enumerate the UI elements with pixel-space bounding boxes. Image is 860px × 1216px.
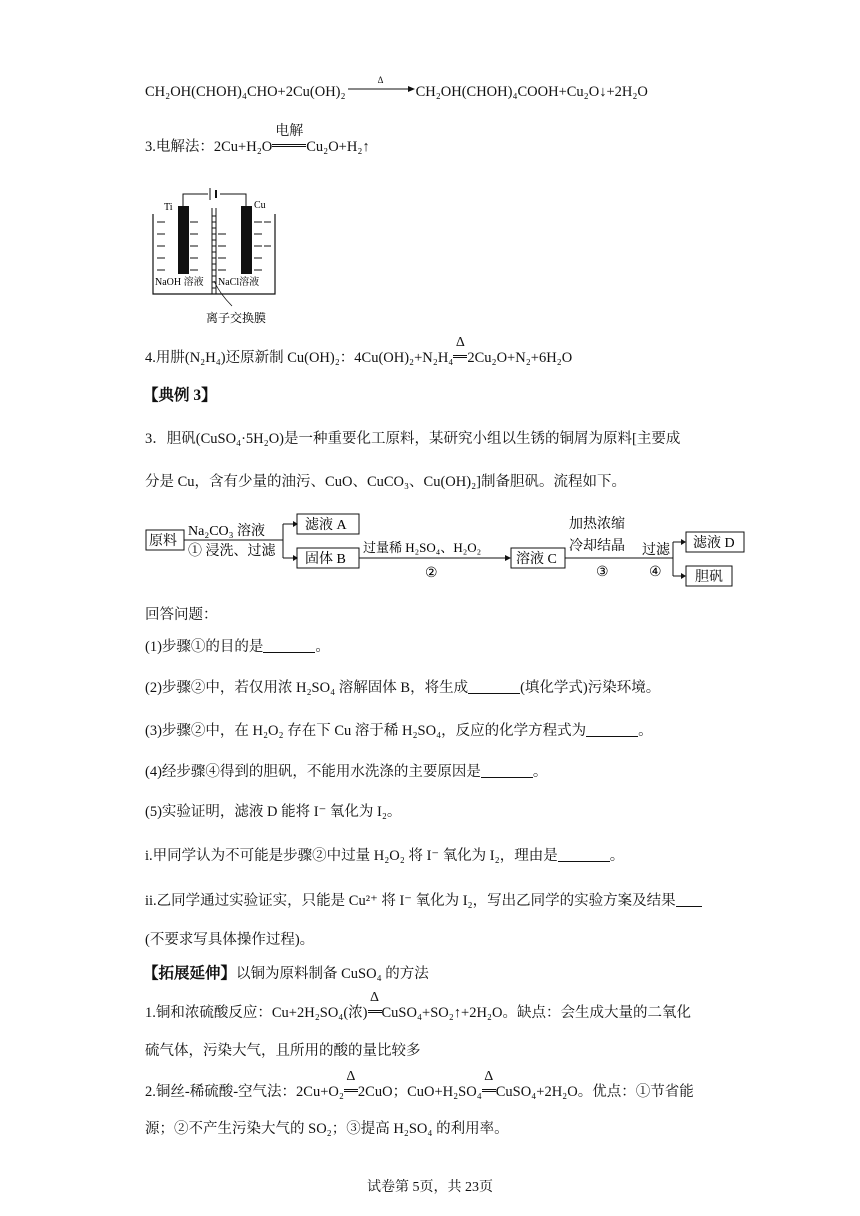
question-2-text-end: (填化学式)污染环境。 xyxy=(520,680,661,696)
step-2-label: ② xyxy=(425,566,438,581)
ti-label: Ti xyxy=(164,202,173,213)
right-solution-label: NaCl溶液 xyxy=(218,277,260,288)
condition-arrow xyxy=(346,75,416,99)
left-solution-label: NaOH 溶液 xyxy=(155,277,204,288)
solid-b-label: 固体 B xyxy=(305,552,346,567)
method-4 xyxy=(145,335,573,368)
equation-left: CH₂OH(CHOH)₄CHO+2Cu(OH)₂ xyxy=(145,84,346,100)
equation-right: CH₂OH(CHOH)₄COOH+Cu₂O↓+2H₂O xyxy=(415,84,648,100)
condition-label: Δ xyxy=(377,75,384,85)
question-4 xyxy=(145,762,547,782)
question-4-text: (4)经步骤④得到的胆矾，不能用水洗涤的主要原因是 xyxy=(145,764,481,780)
extension-2-text-mid: 2CuO；CuO+H₂SO₄ xyxy=(357,1084,482,1100)
arrowheads xyxy=(293,521,686,579)
extension-2-continued: 源；②不产生污染大气的 SO₂；③提高 H₂SO₄ 的利用率。 xyxy=(145,1121,509,1137)
condition-label: 电解 xyxy=(275,124,304,139)
extension-1-continued: 硫气体，污染大气，且所用的酸的量比较多 xyxy=(145,1043,421,1059)
extension-title-rest: 以铜为原料制备 CuSO₄ 的方法 xyxy=(236,966,429,982)
step-4-label: ④ xyxy=(649,565,662,580)
extension-2 xyxy=(145,1069,694,1102)
answer-blank-4[interactable] xyxy=(481,764,533,778)
cu-label: Cu xyxy=(254,200,266,211)
extension-title: 【拓展延伸】 xyxy=(143,965,237,982)
extension-2-text: 2.铜丝-稀硫酸-空气法：2Cu+O₂ xyxy=(145,1084,344,1100)
extension-1 xyxy=(145,990,691,1023)
question-5: (5)实验证明，滤液 D 能将 I⁻ 氧化为 I₂。 xyxy=(145,804,402,820)
equals-sign xyxy=(344,1089,358,1092)
operation-3-line-2: 冷却结晶 xyxy=(569,539,625,554)
extension-2-text-end: CuSO₄+2H₂O。优点：①节省能 xyxy=(495,1084,694,1100)
equals-sign xyxy=(368,1010,382,1013)
membrane-label: 离子交换膜 xyxy=(206,311,267,325)
condition-label: Δ xyxy=(455,335,465,350)
question-5ii xyxy=(145,891,702,911)
product-label: 胆矾 xyxy=(695,570,723,585)
method-3 xyxy=(145,124,370,157)
answer-blank-5ii[interactable] xyxy=(676,893,702,907)
answer-blank-5i[interactable] xyxy=(558,848,610,862)
question-1 xyxy=(145,637,330,657)
method-3-prefix: 3.电解法：2Cu+H₂O xyxy=(145,139,273,155)
operation-3-line-1: 加热浓缩 xyxy=(569,517,625,532)
question-5i-text: i.甲同学认为不可能是步骤②中过量 H₂O₂ 将 I⁻ 氧化为 I₂，理由是 xyxy=(145,848,558,864)
step-1-label: ① 浸洗、过滤 xyxy=(188,544,276,559)
question-1-text: (1)步骤①的目的是 xyxy=(145,639,264,655)
filtrate-d-label: 滤液 D xyxy=(693,536,735,551)
operation-4-label: 过滤 xyxy=(642,543,670,558)
reagent-2-label: 过量稀 H₂SO₄、H₂O₂ xyxy=(363,540,482,555)
electrolysis-cell-diagram xyxy=(150,186,285,326)
question-2-text: (2)步骤②中，若仅用浓 H₂SO₄ 溶解固体 B，将生成 xyxy=(145,680,469,696)
page-footer: 试卷第 5页，共 23页 xyxy=(367,1180,493,1195)
method-3-suffix: Cu₂O+H₂↑ xyxy=(306,139,370,155)
question-2 xyxy=(145,678,660,698)
cu-electrode xyxy=(241,206,252,274)
method-4-suffix: 2Cu₂O+N₂+6H₂O xyxy=(467,350,573,366)
condition-heat xyxy=(482,1069,496,1102)
ti-electrode xyxy=(178,206,189,274)
condition-electrolysis xyxy=(272,124,306,157)
method-4-prefix: 4.用肼(N₂H₄)还原新制 Cu(OH)₂：4Cu(OH)₂+N₂H₄ xyxy=(145,350,454,366)
question-intro-1: 3．胆矾(CuSO₄·5H₂O)是一种重要化工原料，某研究小组以生锈的铜屑为原料[主要成 xyxy=(145,431,681,447)
question-3 xyxy=(145,721,653,741)
condition-heat xyxy=(453,335,467,368)
process-flow-diagram xyxy=(145,510,755,590)
extension-heading xyxy=(143,964,429,984)
equals-sign xyxy=(272,144,306,147)
question-3-text: (3)步骤②中，在 H₂O₂ 存在下 Cu 溶于稀 H₂SO₄，反应的化学方程式为 xyxy=(145,723,587,739)
question-3-end: 。 xyxy=(638,723,653,739)
extension-1-text: 1.铜和浓硫酸反应：Cu+2H₂SO₄(浓) xyxy=(145,1005,368,1021)
equals-sign xyxy=(453,355,467,358)
condition-label: Δ xyxy=(346,1069,356,1084)
question-4-end: 。 xyxy=(532,764,548,780)
solution-c-label: 溶液 C xyxy=(516,552,557,567)
question-5ii-text: ii.乙同学通过实验证实，只能是 Cu²⁺ 将 I⁻ 氧化为 I₂，写出乙同学的实验方案及结果 xyxy=(145,893,676,909)
condition-label: Δ xyxy=(369,990,379,1005)
question-5ii-note: (不要求写具体操作过程)。 xyxy=(145,932,315,948)
filtrate-a-label: 滤液 A xyxy=(305,518,347,533)
question-1-end: 。 xyxy=(315,639,330,655)
condition-label: Δ xyxy=(484,1069,494,1084)
step-3-label: ③ xyxy=(596,565,609,580)
answer-blank-1[interactable] xyxy=(263,639,315,653)
answer-prompt: 回答问题： xyxy=(145,607,218,623)
answer-blank-3[interactable] xyxy=(586,723,638,737)
reagent-1-label: Na₂CO₃ 溶液 xyxy=(188,524,266,539)
extension-1-text-end: CuSO₄+SO₂↑+2H₂O。缺点：会生成大量的二氧化 xyxy=(381,1005,691,1021)
question-5i xyxy=(145,846,624,866)
equation-glucose xyxy=(145,75,648,102)
condition-heat xyxy=(344,1069,358,1102)
raw-label: 原料 xyxy=(149,534,177,549)
question-5i-end: 。 xyxy=(609,848,625,864)
equals-sign xyxy=(482,1089,496,1092)
answer-blank-2[interactable] xyxy=(468,680,520,694)
example-title: 【典例 3】 xyxy=(143,387,217,404)
question-intro-2: 分是 Cu，含有少量的油污、CuO、CuCO₃、Cu(OH)₂]制备胆矾。流程如下。 xyxy=(145,474,626,490)
condition-heat xyxy=(368,990,382,1023)
